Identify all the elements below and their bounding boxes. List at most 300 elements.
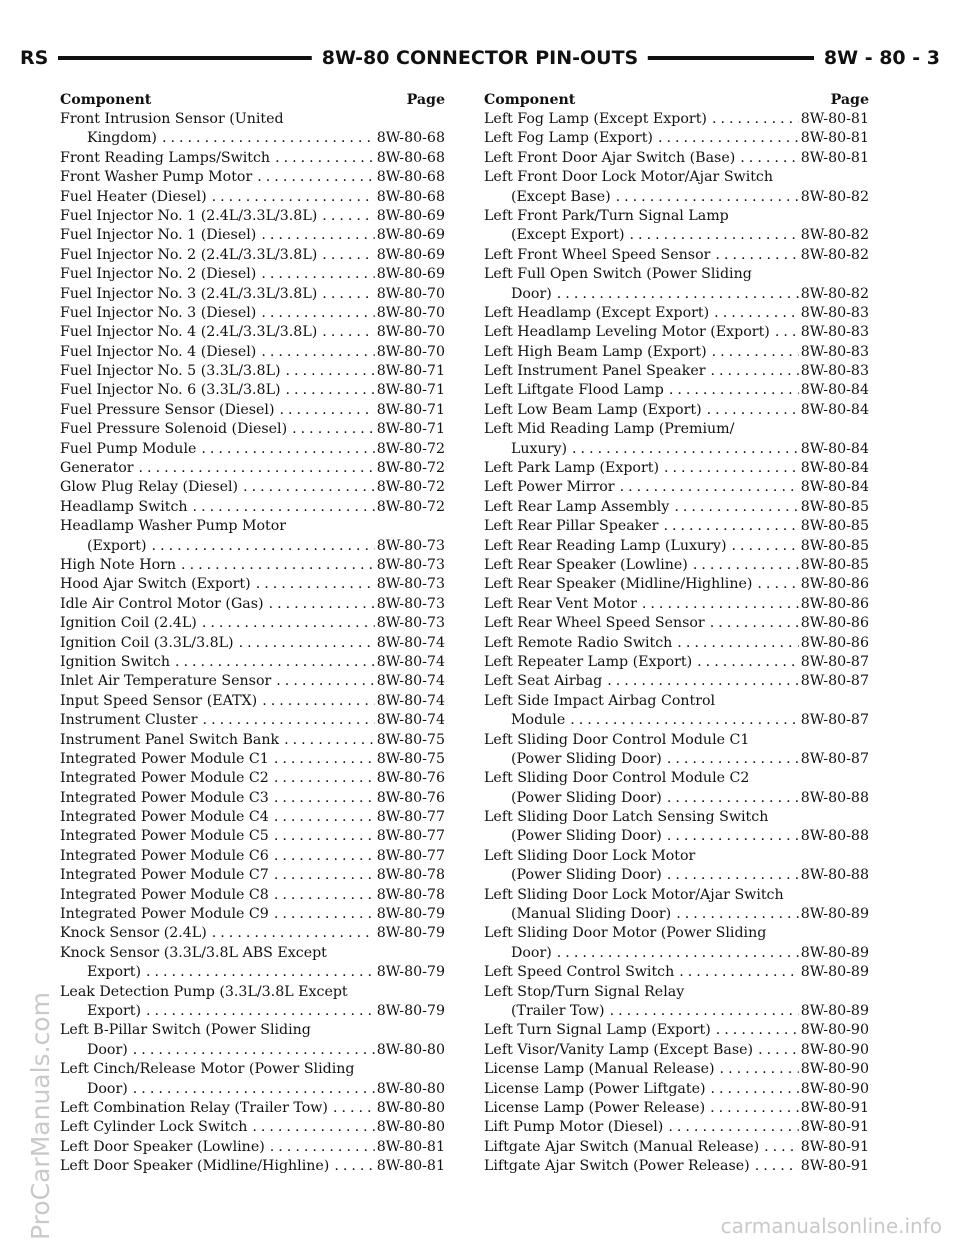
entry-name: Integrated Power Module C6: [60, 847, 269, 864]
entry-name: Left Fog Lamp (Export): [484, 130, 653, 147]
entry-row: [484, 246, 869, 265]
index-entry: [484, 1099, 869, 1118]
entry-page-ref: 8W-80-90: [800, 1080, 869, 1097]
entry-name: Fuel Injector No. 6 (3.3L/3.8L): [60, 382, 281, 399]
entry-row: [60, 265, 445, 284]
entry-name-line: Left Sliding Door Control Module C2: [484, 770, 750, 787]
entry-page-ref: 8W-80-86: [800, 615, 869, 632]
entry-name: Integrated Power Module C9: [60, 906, 269, 923]
index-entry: [484, 478, 869, 497]
entry-row: [60, 692, 445, 711]
entry-row: [484, 827, 869, 846]
index-entry: [60, 1099, 445, 1118]
index-entry: [60, 478, 445, 497]
entry-row: [484, 1157, 869, 1176]
header-title: 8W-80 CONNECTOR PIN-OUTS: [312, 42, 648, 74]
entry-row: [60, 905, 445, 924]
entry-row: [484, 614, 869, 633]
entry-name: Door): [87, 1041, 128, 1058]
entry-row: [60, 595, 445, 614]
dot-leader: [716, 1021, 799, 1040]
entry-page-ref: 8W-80-86: [800, 595, 869, 612]
entry-row: [60, 886, 445, 905]
dot-leader: [162, 129, 375, 148]
entry-page-ref: 8W-80-85: [800, 537, 869, 554]
entry-name: Left Headlamp Leveling Motor (Export): [484, 324, 770, 341]
entry-page-ref: 8W-80-73: [376, 576, 445, 593]
entry-row: [60, 246, 445, 265]
entry-name-line: Left Sliding Door Motor (Power Sliding: [484, 925, 767, 942]
entry-name: Integrated Power Module C3: [60, 789, 269, 806]
index-entry: [60, 517, 445, 556]
dot-leader: [133, 1080, 375, 1099]
entry-page-ref: 8W-80-79: [376, 925, 445, 942]
index-entry: [484, 323, 869, 342]
entry-row: [484, 866, 869, 885]
entry-name: Hood Ajar Switch (Export): [60, 576, 251, 593]
entry-name: Headlamp Switch: [60, 498, 188, 515]
dot-leader: [274, 847, 375, 866]
entry-name: Fuel Injector No. 2 (2.4L/3.3L/3.8L): [60, 246, 318, 263]
entry-name: Left Turn Signal Lamp (Export): [484, 1022, 711, 1039]
page-header: [20, 42, 940, 76]
entry-row: [60, 1041, 445, 1060]
entry-page-ref: 8W-80-88: [800, 867, 869, 884]
entry-page-ref: 8W-80-82: [800, 227, 869, 244]
entry-name: Knock Sensor (2.4L): [60, 925, 207, 942]
index-entry: [60, 149, 445, 168]
entry-page-ref: 8W-80-82: [800, 188, 869, 205]
entry-row: [60, 575, 445, 594]
entry-page-ref: 8W-80-84: [800, 382, 869, 399]
index-entry: [484, 343, 869, 362]
dot-leader: [261, 226, 374, 245]
entry-name: Left Repeater Lamp (Export): [484, 653, 693, 670]
entry-row: [60, 343, 445, 362]
dot-leader: [663, 517, 798, 536]
dot-leader: [202, 614, 375, 633]
entry-page-ref: 8W-80-68: [376, 169, 445, 186]
index-entry: [60, 575, 445, 594]
entry-name: Instrument Cluster: [60, 712, 198, 729]
index-entry: [484, 731, 869, 770]
entry-name: Left Fog Lamp (Except Export): [484, 111, 707, 127]
index-entry: [60, 304, 445, 323]
index-entry: [484, 575, 869, 594]
dot-leader: [667, 789, 799, 808]
entry-row: [484, 110, 869, 129]
entry-page-ref: 8W-80-82: [800, 285, 869, 302]
entry-page-ref: 8W-80-85: [800, 556, 869, 573]
entry-row: [484, 343, 869, 362]
entry-name-line: Front Intrusion Sensor (United: [60, 111, 284, 127]
dot-leader: [712, 343, 799, 362]
entry-page-ref: 8W-80-71: [376, 401, 445, 418]
entry-page-ref: 8W-80-70: [376, 324, 445, 341]
dot-leader: [261, 265, 374, 284]
dot-leader: [720, 1060, 799, 1079]
entry-page-ref: 8W-80-84: [800, 401, 869, 418]
entry-page-ref: 8W-80-90: [800, 1022, 869, 1039]
dot-leader: [261, 343, 374, 362]
dot-leader: [570, 711, 798, 730]
entry-name-line: Left B-Pillar Switch (Power Sliding: [60, 1022, 311, 1039]
dot-leader: [674, 498, 798, 517]
index-entry: [60, 265, 445, 284]
entry-page-ref: 8W-80-75: [376, 750, 445, 767]
entry-page-ref: 8W-80-74: [376, 673, 445, 690]
entry-name: Left Seat Airbag: [484, 673, 603, 690]
index-entry: [484, 381, 869, 400]
index-entry: [484, 537, 869, 556]
dot-leader: [667, 866, 799, 885]
entry-page-ref: 8W-80-68: [376, 130, 445, 147]
entry-name: Left Power Mirror: [484, 479, 615, 496]
index-entry: [60, 343, 445, 362]
entry-page-ref: 8W-80-68: [376, 149, 445, 166]
entry-row: [60, 556, 445, 575]
dot-leader: [284, 731, 375, 750]
entry-page-ref: 8W-80-78: [376, 867, 445, 884]
entry-row: [60, 711, 445, 730]
index-entry: [484, 246, 869, 265]
entry-row: [60, 827, 445, 846]
entry-page-ref: 8W-80-81: [800, 149, 869, 166]
index-entry: [60, 1060, 445, 1099]
index-entry: [60, 924, 445, 943]
index-entry: [484, 110, 869, 129]
entry-name-line: Headlamp Washer Pump Motor: [60, 518, 287, 535]
dot-leader: [252, 1118, 374, 1137]
entry-name: Input Speed Sensor (EATX): [60, 692, 258, 709]
entry-page-ref: 8W-80-79: [376, 964, 445, 981]
dot-leader: [201, 440, 374, 459]
entry-page-ref: 8W-80-73: [376, 595, 445, 612]
entry-row: [484, 905, 869, 924]
entry-name: Left Cylinder Lock Switch: [60, 1119, 248, 1136]
entry-page-ref: 8W-80-84: [800, 479, 869, 496]
entry-row: [60, 498, 445, 517]
entry-row: [60, 362, 445, 381]
index-entry: [60, 362, 445, 381]
index-entry: [484, 168, 869, 207]
entry-page-ref: 8W-80-87: [800, 750, 869, 767]
entry-row: [60, 847, 445, 866]
entry-name: Ignition Coil (3.3L/3.8L): [60, 634, 234, 651]
entry-page-ref: 8W-80-88: [800, 789, 869, 806]
dot-leader: [731, 537, 798, 556]
entry-page-ref: 8W-80-89: [800, 964, 869, 981]
entry-row: [60, 304, 445, 323]
dot-leader: [256, 575, 375, 594]
index-entry: [484, 808, 869, 847]
entry-page-ref: 8W-80-72: [376, 479, 445, 496]
dot-leader: [152, 537, 375, 556]
entry-row: [484, 1099, 869, 1118]
entry-name: Fuel Injector No. 2 (Diesel): [60, 266, 257, 283]
index-entry: [60, 847, 445, 866]
dot-leader: [322, 285, 374, 304]
entry-name: Left Combination Relay (Trailer Tow): [60, 1099, 328, 1116]
entry-name: Ignition Coil (2.4L): [60, 615, 197, 632]
index-entry: [484, 672, 869, 691]
dot-leader: [620, 478, 799, 497]
entry-page-ref: 8W-80-76: [376, 789, 445, 806]
index-entry: [60, 168, 445, 187]
dot-leader: [286, 362, 375, 381]
entry-row: [484, 226, 869, 245]
dot-leader: [740, 149, 798, 168]
dot-leader: [262, 692, 375, 711]
index-entry: [484, 886, 869, 925]
dot-leader: [322, 323, 374, 342]
dot-leader: [274, 808, 375, 827]
dot-leader: [610, 1002, 799, 1021]
entry-name: (Manual Sliding Door): [511, 906, 672, 923]
entry-page-ref: 8W-80-84: [800, 440, 869, 457]
column-header-page: Page: [830, 92, 869, 108]
index-entry: [60, 188, 445, 207]
index-entry: [484, 1060, 869, 1079]
entry-row: [484, 1138, 869, 1157]
index-entry: [484, 1021, 869, 1040]
entry-row: [484, 672, 869, 691]
entry-row: [60, 1002, 445, 1021]
entry-row: [60, 731, 445, 750]
entry-name: Left Headlamp (Except Export): [484, 304, 710, 321]
entry-name: Left Rear Vent Motor: [484, 595, 637, 612]
entry-page-ref: 8W-80-80: [376, 1041, 445, 1058]
index-entry: [484, 769, 869, 808]
entry-name: Fuel Pressure Sensor (Diesel): [60, 401, 275, 418]
entry-name: Glow Plug Relay (Diesel): [60, 479, 239, 496]
entry-page-ref: 8W-80-81: [800, 130, 869, 147]
dot-leader: [139, 459, 375, 478]
entry-page-ref: 8W-80-73: [376, 537, 445, 554]
index-entry: [60, 246, 445, 265]
entry-page-ref: 8W-80-74: [376, 634, 445, 651]
entry-page-ref: 8W-80-78: [376, 886, 445, 903]
entry-row: [60, 634, 445, 653]
entry-name: High Note Horn: [60, 556, 177, 573]
index-entry: [60, 692, 445, 711]
entry-row: [484, 1080, 869, 1099]
entry-page-ref: 8W-80-72: [376, 460, 445, 477]
entry-row: [484, 478, 869, 497]
entry-row: [60, 420, 445, 439]
entry-name: Fuel Injector No. 3 (Diesel): [60, 304, 257, 321]
entry-page-ref: 8W-80-80: [376, 1119, 445, 1136]
entry-name-line: Left Full Open Switch (Power Sliding: [484, 266, 752, 283]
entry-name-line: Left Sliding Door Lock Motor: [484, 847, 696, 864]
entry-page-ref: 8W-80-70: [376, 285, 445, 302]
index-entry: [484, 653, 869, 672]
entry-name-line: Left Side Impact Airbag Control: [484, 692, 716, 709]
entry-name: Left Rear Speaker (Lowline): [484, 556, 688, 573]
entry-name: Front Washer Pump Motor: [60, 169, 253, 186]
entry-page-ref: 8W-80-87: [800, 673, 869, 690]
dot-leader: [274, 750, 375, 769]
index-entry: [60, 440, 445, 459]
entry-page-ref: 8W-80-74: [376, 712, 445, 729]
entry-name: Fuel Pump Module: [60, 440, 197, 457]
entry-page-ref: 8W-80-71: [376, 421, 445, 438]
entry-name-line: Leak Detection Pump (3.3L/3.8L Except: [60, 983, 348, 1000]
dot-leader: [711, 1080, 799, 1099]
dot-leader: [710, 1099, 799, 1118]
index-entry: [484, 149, 869, 168]
entry-name: Idle Air Control Motor (Gas): [60, 595, 264, 612]
entry-row: [60, 769, 445, 788]
index-entry: [60, 731, 445, 750]
entry-name-line: Left Stop/Turn Signal Relay: [484, 983, 685, 1000]
entry-name: License Lamp (Power Liftgate): [484, 1080, 706, 1097]
index-entry: [60, 711, 445, 730]
index-entry: [60, 556, 445, 575]
entry-row: [484, 789, 869, 808]
entry-name-line: Left Sliding Door Control Module C1: [484, 731, 750, 748]
column-header-component: Component: [60, 92, 152, 108]
entry-page-ref: 8W-80-79: [376, 906, 445, 923]
entry-row: [484, 362, 869, 381]
dot-leader: [322, 207, 374, 226]
entry-name: Integrated Power Module C7: [60, 867, 269, 884]
index-entry: [60, 614, 445, 633]
dot-leader: [261, 304, 374, 323]
entry-page-ref: 8W-80-76: [376, 770, 445, 787]
entry-row: [484, 653, 869, 672]
entry-name: Fuel Injector No. 5 (3.3L/3.8L): [60, 363, 281, 380]
entry-page-ref: 8W-80-89: [800, 1002, 869, 1019]
entry-page-ref: 8W-80-69: [376, 207, 445, 224]
dot-leader: [667, 827, 799, 846]
entry-row: [484, 440, 869, 459]
header-section-code: RS: [20, 42, 58, 74]
index-entry: [60, 1118, 445, 1137]
dot-leader: [239, 634, 375, 653]
index-entry: [60, 827, 445, 846]
entry-row: [60, 789, 445, 808]
dot-leader: [557, 944, 799, 963]
entry-name: Left High Beam Lamp (Export): [484, 343, 707, 360]
entry-name: Left Front Door Ajar Switch (Base): [484, 149, 736, 166]
entry-row: [60, 129, 445, 148]
entry-name: (Power Sliding Door): [511, 828, 662, 845]
dot-leader: [710, 614, 799, 633]
entry-name: Left Speed Control Switch: [484, 964, 675, 981]
entry-page-ref: 8W-80-84: [800, 460, 869, 477]
entry-name-line: Left Front Door Lock Motor/Ajar Switch: [484, 169, 774, 186]
dot-leader: [193, 498, 375, 517]
entry-name: Door): [87, 1080, 128, 1097]
entry-page-ref: 8W-80-82: [800, 246, 869, 263]
entry-row: [484, 401, 869, 420]
entry-row: [484, 711, 869, 730]
entry-name: Left Park Lamp (Export): [484, 460, 659, 477]
dot-leader: [664, 459, 799, 478]
entry-name: Inlet Air Temperature Sensor: [60, 673, 272, 690]
index-entry: [484, 847, 869, 886]
dot-leader: [175, 653, 375, 672]
index-entry: [484, 1138, 869, 1157]
entry-row: [60, 188, 445, 207]
entry-page-ref: 8W-80-69: [376, 246, 445, 263]
index-entry: [60, 381, 445, 400]
index-entry: [484, 129, 869, 148]
entry-page-ref: 8W-80-73: [376, 615, 445, 632]
index-entry: [60, 459, 445, 478]
index-entry: [484, 401, 869, 420]
index-entry: [60, 420, 445, 439]
entry-name: (Except Base): [511, 188, 611, 205]
index-entry: [484, 362, 869, 381]
index-column-right: [484, 90, 869, 1176]
entry-row: [60, 963, 445, 982]
entry-page-ref: 8W-80-71: [376, 363, 445, 380]
dot-leader: [642, 595, 799, 614]
index-entry: [60, 595, 445, 614]
entry-name: Left Visor/Vanity Lamp (Except Base): [484, 1041, 754, 1058]
dot-leader: [274, 866, 375, 885]
entry-name: Left Rear Wheel Speed Sensor: [484, 615, 705, 632]
entry-row: [484, 1060, 869, 1079]
dot-leader: [286, 381, 375, 400]
entry-page-ref: 8W-80-90: [800, 1041, 869, 1058]
index-entry: [60, 866, 445, 885]
index-entry: [60, 769, 445, 788]
dot-leader: [630, 226, 799, 245]
entry-name: Integrated Power Module C5: [60, 828, 269, 845]
side-watermark: ProCarManuals.com: [26, 992, 55, 1240]
entry-row: [484, 1002, 869, 1021]
dot-leader: [658, 129, 799, 148]
entry-page-ref: 8W-80-91: [800, 1099, 869, 1116]
entry-row: [60, 866, 445, 885]
entry-page-ref: 8W-80-81: [376, 1138, 445, 1155]
index-entry: [60, 750, 445, 769]
column-header: [484, 90, 869, 110]
index-entry: [484, 595, 869, 614]
entry-page-ref: 8W-80-83: [800, 343, 869, 360]
entry-name: (Except Export): [511, 227, 625, 244]
entry-row: [60, 808, 445, 827]
dot-leader: [146, 963, 375, 982]
entry-name-line: Left Sliding Door Latch Sensing Switch: [484, 809, 769, 826]
index-entry: [484, 459, 869, 478]
entry-page-ref: 8W-80-83: [800, 324, 869, 341]
entry-row: [60, 381, 445, 400]
entry-page-ref: 8W-80-89: [800, 944, 869, 961]
index-entry: [484, 498, 869, 517]
entry-name: Left Remote Radio Switch: [484, 634, 673, 651]
dot-leader: [758, 1041, 799, 1060]
dot-leader: [276, 672, 374, 691]
entry-row: [60, 149, 445, 168]
entry-name: License Lamp (Power Release): [484, 1099, 706, 1116]
entry-page-ref: 8W-80-85: [800, 498, 869, 515]
index-entry: [484, 983, 869, 1022]
entry-row: [484, 459, 869, 478]
entry-row: [60, 168, 445, 187]
dot-leader: [133, 1041, 375, 1060]
dot-leader: [334, 1157, 374, 1176]
dot-leader: [693, 556, 799, 575]
dot-leader: [712, 110, 799, 129]
index-entry: [484, 304, 869, 323]
index-entry: [60, 634, 445, 653]
header-page-number: 8W - 80 - 3: [814, 42, 940, 74]
index-entry: [60, 1021, 445, 1060]
